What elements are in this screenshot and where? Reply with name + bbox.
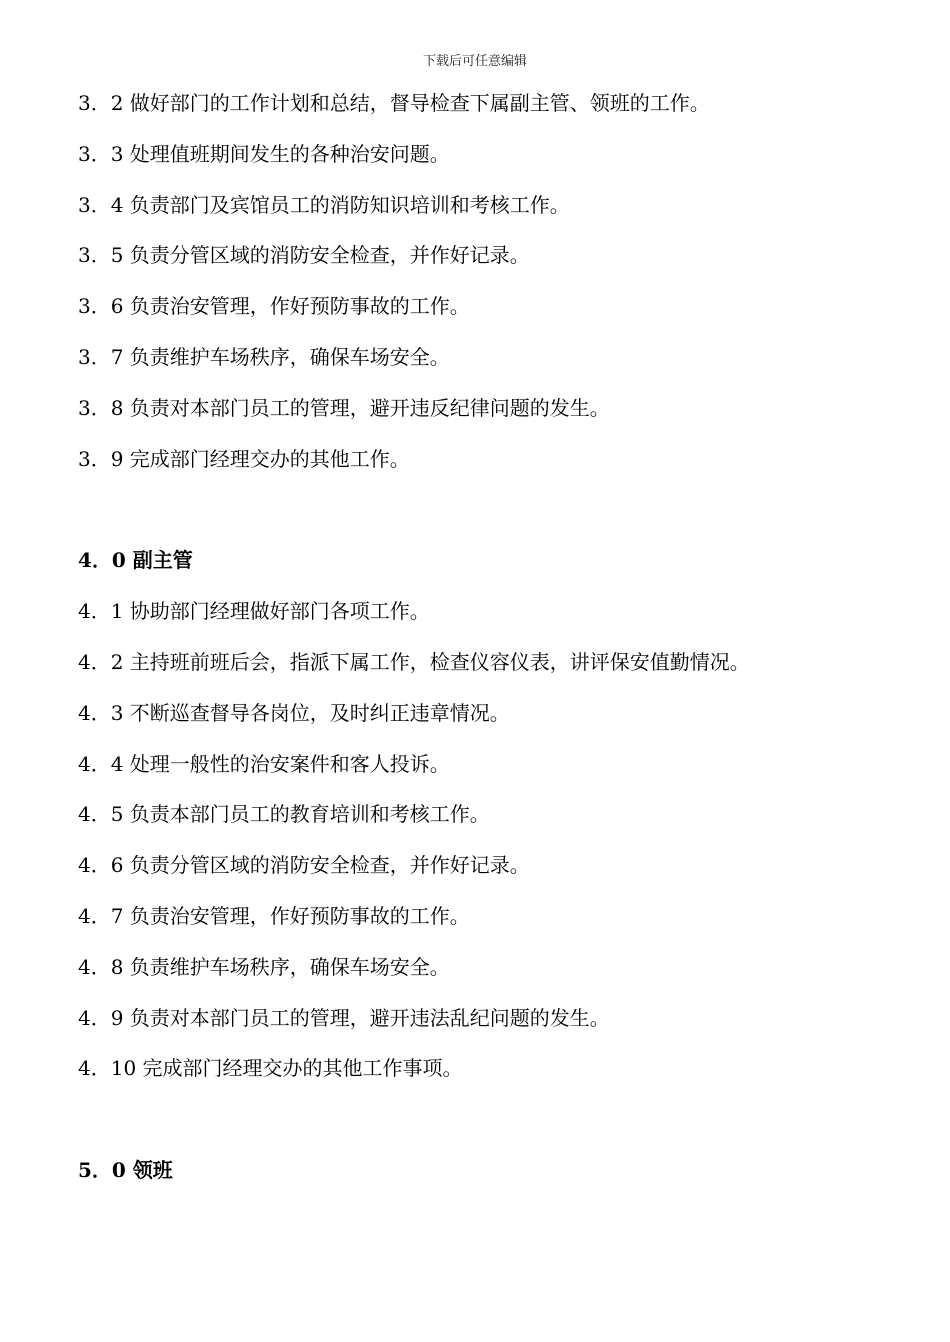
list-item: 3．3 处理值班期间发生的各种治安问题。	[78, 141, 450, 166]
section-spacer	[78, 494, 878, 545]
section-spacer	[78, 1104, 878, 1155]
section-3-list	[78, 88, 878, 474]
list-item: 3．9 完成部门经理交办的其他工作。	[78, 446, 410, 471]
list-item: 3．2 做好部门的工作计划和总结，督导检查下属副主管、领班的工作。	[78, 91, 710, 115]
section-heading: 5．0 领班	[78, 1158, 173, 1183]
list-item: 4．6 负责分管区域的消防安全检查，并作好记录。	[78, 853, 530, 878]
list-item: 3．5 负责分管区域的消防安全检查，并作好记录。	[78, 243, 530, 268]
header-note: 下载后可任意编辑	[422, 54, 527, 69]
section-heading: 4．0 副主管	[78, 548, 193, 573]
list-item: 4．9 负责对本部门员工的管理，避开违法乱纪问题的发生。	[78, 1005, 610, 1030]
list-item: 4．4 处理一般性的治安案件和客人投诉。	[78, 751, 450, 776]
section-5	[78, 1155, 878, 1185]
list-item: 3．4 负责部门及宾馆员工的消防知识培训和考核工作。	[78, 192, 570, 217]
list-item: 3．6 负责治安管理，作好预防事故的工作。	[78, 294, 470, 319]
list-item: 4．1 协助部门经理做好部门各项工作。	[78, 599, 430, 624]
list-item: 4．5 负责本部门员工的教育培训和考核工作。	[78, 802, 490, 827]
list-item: 3．8 负责对本部门员工的管理，避开违反纪律问题的发生。	[78, 395, 610, 420]
list-item: 4．2 主持班前班后会，指派下属工作，检查仪容仪表，讲评保安值勤情况。	[78, 649, 750, 674]
list-item: 4．3 不断巡查督导各岗位，及时纠正违章情况。	[78, 700, 510, 725]
list-item: 4．10 完成部门经理交办的其他工作事项。	[78, 1056, 463, 1081]
list-item: 4．8 负责维护车场秩序，确保车场安全。	[78, 954, 450, 979]
list-item: 4．7 负责治安管理，作好预防事故的工作。	[78, 903, 470, 928]
document-body	[78, 88, 878, 1206]
list-item: 3．7 负责维护车场秩序，确保车场安全。	[78, 344, 450, 369]
section-4	[78, 545, 878, 1083]
